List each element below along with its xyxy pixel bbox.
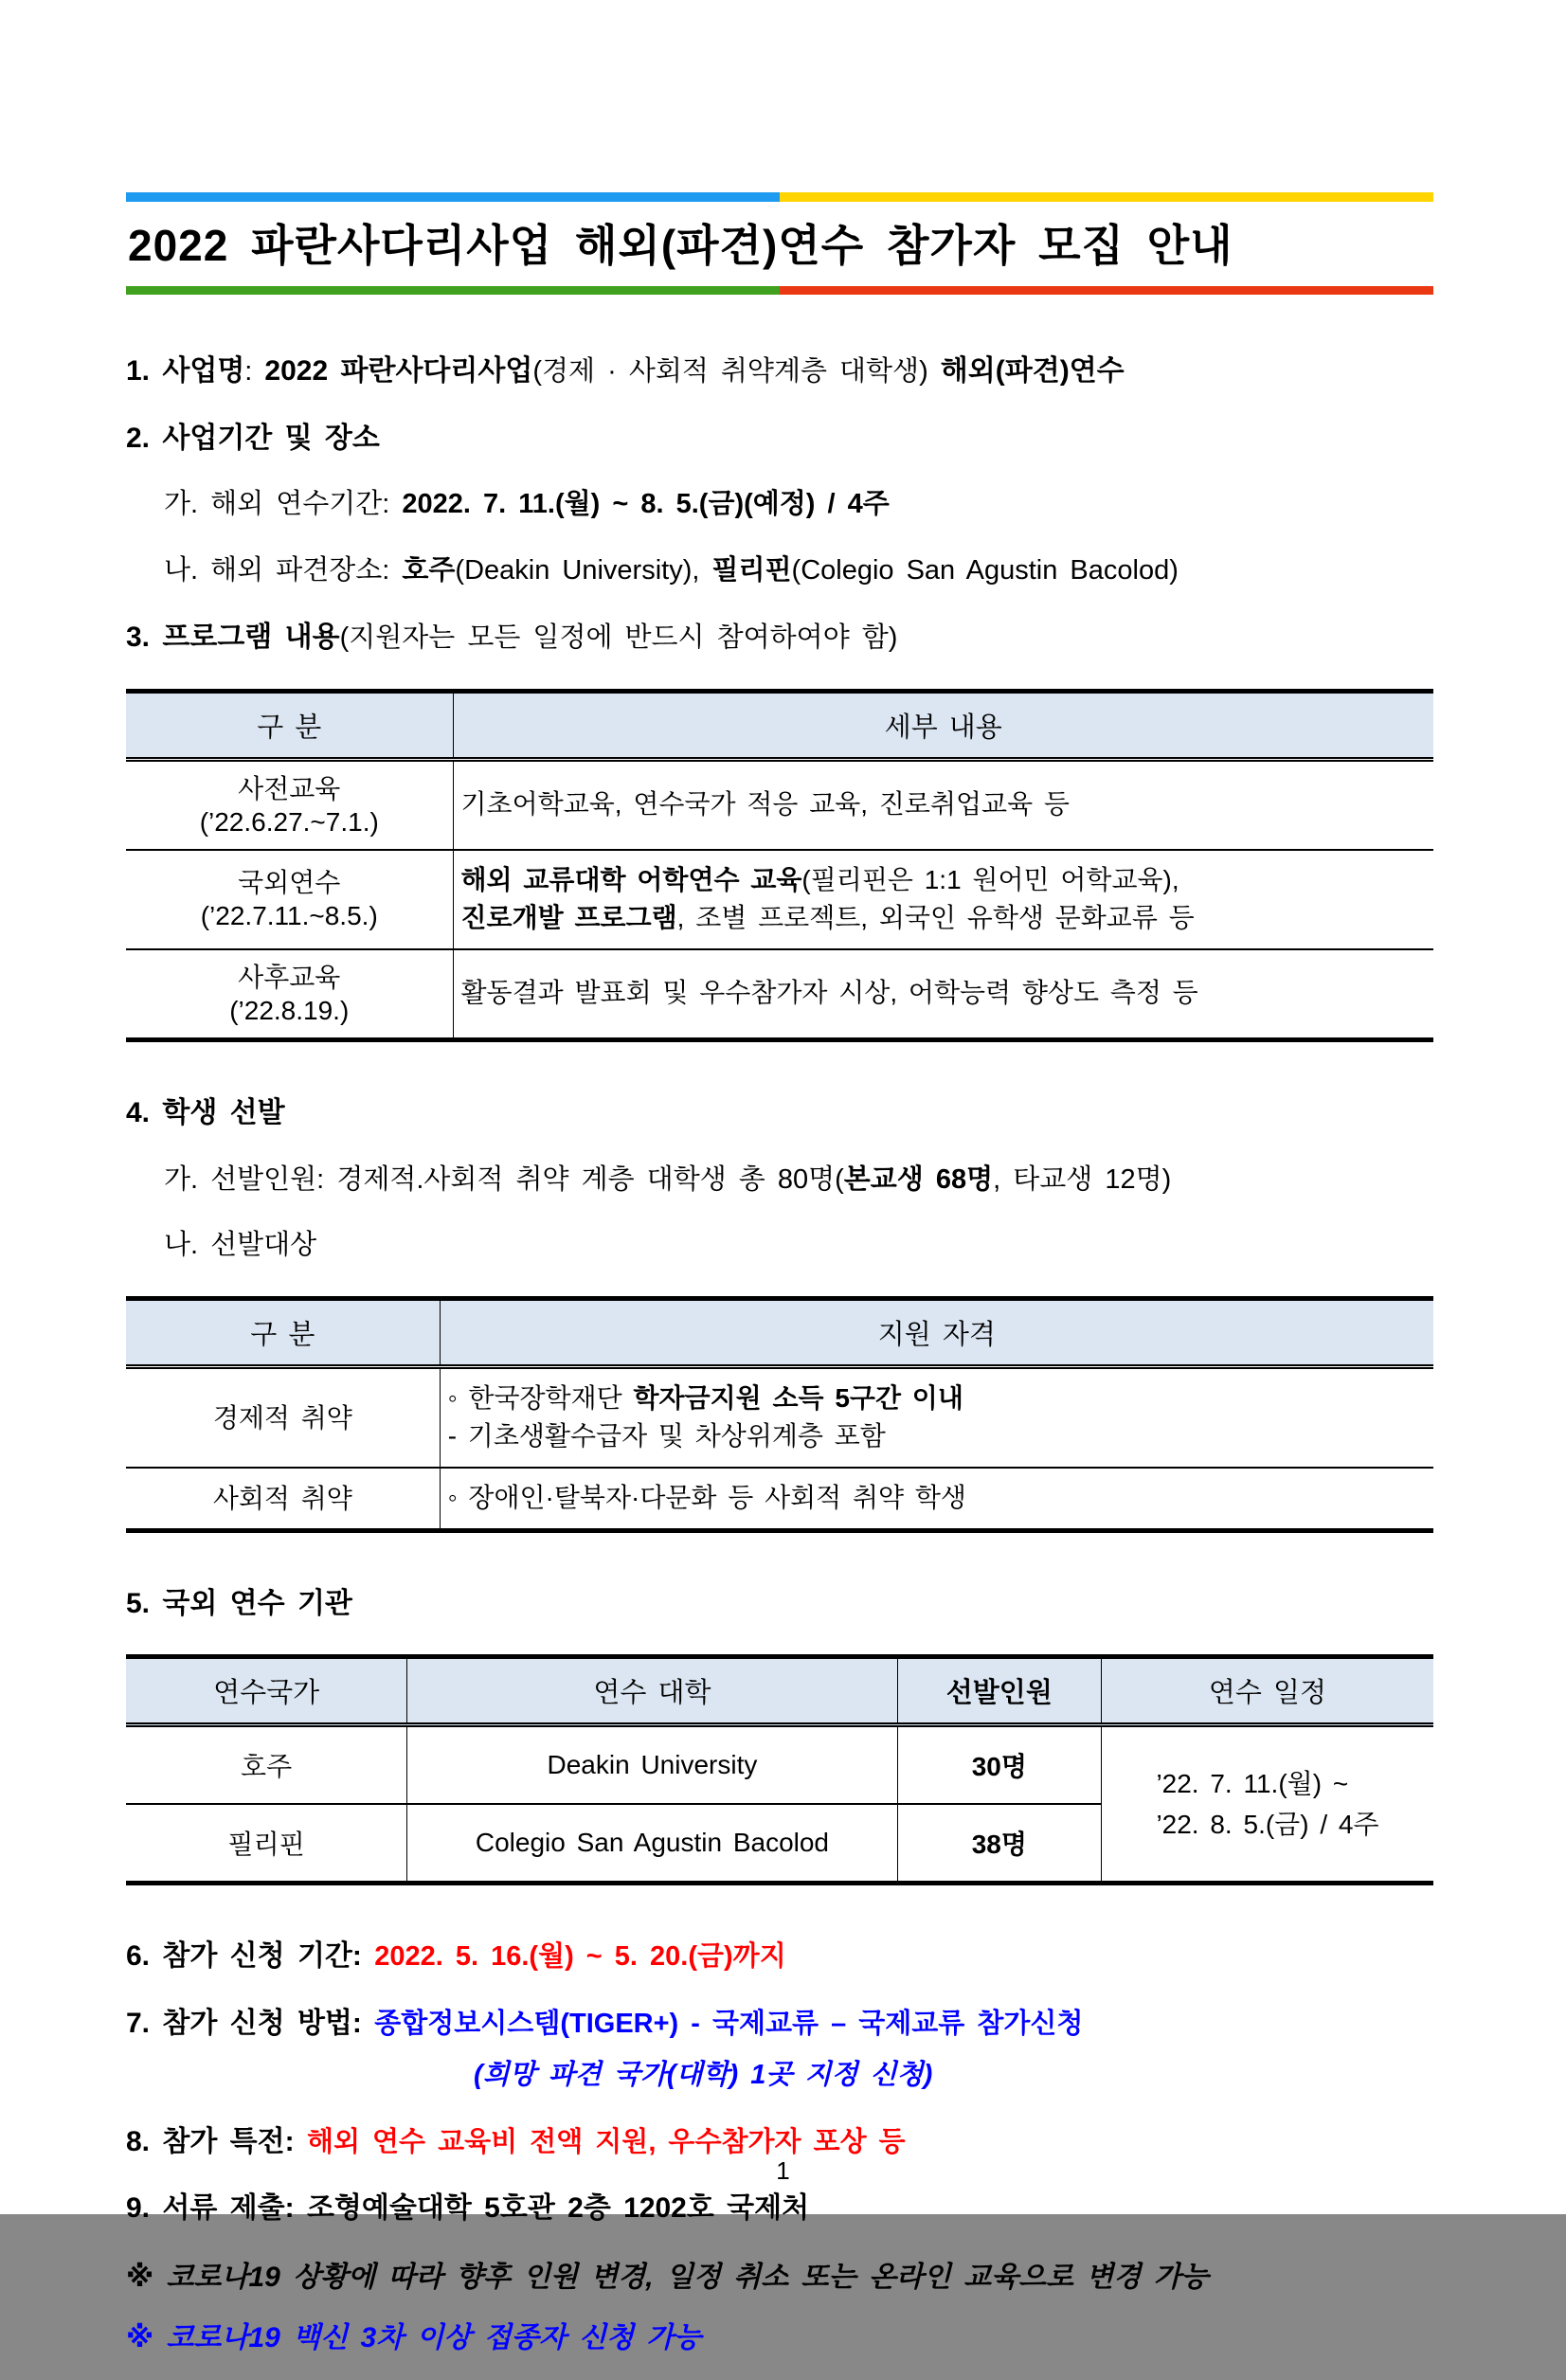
eligibility-row1-l1-regular: ◦ 한국장학재단 <box>447 1382 634 1413</box>
section-2-na-label: 나. 해외 파견장소: <box>164 555 403 586</box>
section-9-label: 9. 서류 제출: <box>126 2192 307 2225</box>
section-4-ga-label: 가. 선발인원: <box>164 1163 337 1195</box>
page-title: 2022 파란사다리사업 해외(파견)연수 참가자 모집 안내 <box>128 221 1233 270</box>
section-7-value: 종합정보시스템(TIGER+) - 국제교류 – 국제교류 참가신청 <box>374 2009 1084 2040</box>
section-2-ga-value: 2022. 7. 11.(월) ~ 8. 5.(금)(예정) / 4주 <box>402 489 890 520</box>
section-1-name-bold: 2022 파란사다리사업 <box>264 354 533 387</box>
program-row1-detail-text: 기초어학교육, 연수국가 적응 교육, 진로취업교육 등 <box>460 789 1070 820</box>
section-4-heading-text: 4. 학생 선발 <box>126 1096 285 1128</box>
institutions-table <box>126 1654 1433 1885</box>
section-6-label: 6. 참가 신청 기간: <box>126 1940 375 1973</box>
program-row3-detail-text: 활동결과 발표회 및 우수참가자 시상, 어학능력 향상도 측정 등 <box>460 978 1198 1008</box>
eligibility-row2-category: 사회적 취약 <box>126 1468 440 1530</box>
program-row3-category <box>126 949 453 1040</box>
program-row2-category <box>126 850 453 949</box>
eligibility-row1-line1 <box>448 1379 1426 1418</box>
program-row2-detail-line2 <box>461 899 1427 938</box>
institutions-col-university: 연수 대학 <box>407 1657 898 1725</box>
institutions-row1-university: Deakin University <box>407 1725 898 1805</box>
institutions-schedule-cell <box>1101 1725 1433 1884</box>
section-5-heading <box>126 1588 1433 1621</box>
section-2-na-univ2: (Colegio San Agustin Bacolod) <box>791 555 1179 586</box>
section-4-ga-bold: 본교생 68명 <box>843 1163 994 1195</box>
institutions-schedule-line2: ’22. 8. 5.(금) / 4주 <box>1156 1810 1379 1840</box>
section-3-heading <box>126 622 1433 655</box>
table-row <box>126 850 1433 949</box>
program-row1-category <box>126 759 453 850</box>
document-content <box>126 192 1433 2380</box>
section-4-na-text: 나. 선발대상 <box>164 1230 317 1261</box>
section-4-item-na <box>164 1230 1433 1262</box>
section-2-na-univ1: (Deakin University), <box>455 555 712 586</box>
section-1-name-paren: (경제 · 사회적 취약계층 대학생) <box>532 355 941 387</box>
program-row3-cat-name: 사후교육 <box>238 962 341 992</box>
program-row2-detail-line1 <box>461 861 1427 900</box>
section-7-label: 7. 참가 신청 방법: <box>126 2008 375 2040</box>
section-7-application-method <box>126 2008 1433 2041</box>
section-6-application-period <box>126 1940 1433 1974</box>
section-1-colon: : <box>244 355 265 387</box>
institutions-row1-country: 호주 <box>241 1752 293 1782</box>
section-3-heading-note: (지원자는 모든 일정에 반드시 참여하여야 함) <box>339 622 898 653</box>
program-row2-d1-regular: (필리핀은 1:1 원어민 어학교육), <box>801 864 1179 894</box>
eligibility-table-header-row <box>126 1298 1433 1366</box>
eligibility-table <box>126 1296 1433 1533</box>
program-table-header-row <box>126 691 1433 759</box>
section-9-document-submission <box>126 2192 1433 2226</box>
section-5-heading-text: 5. 국외 연수 기관 <box>126 1587 352 1619</box>
page-number: 1 <box>776 2156 790 2185</box>
eligibility-row1-category: 경제적 취약 <box>212 1402 352 1433</box>
eligibility-col-category: 구 분 <box>126 1298 440 1366</box>
table-row <box>126 1725 1433 1805</box>
eligibility-row1-line2: - 기초생활수급자 및 차상위계층 포함 <box>447 1421 886 1451</box>
program-row3-detail <box>453 949 1433 1040</box>
eligibility-row2-detail <box>440 1468 1433 1530</box>
table-row <box>126 1366 1433 1468</box>
institutions-row2-quota: 38명 <box>897 1804 1101 1884</box>
section-3-heading-bold: 3. 프로그램 내용 <box>126 621 340 653</box>
institutions-row2-university: Colegio San Agustin Bacolod <box>407 1804 898 1884</box>
title-block <box>126 192 1433 295</box>
section-7-note <box>474 2060 1433 2092</box>
program-row1-detail <box>453 759 1433 850</box>
institutions-col-country: 연수국가 <box>126 1657 407 1725</box>
institutions-schedule-line1: ’22. 7. 11.(월) ~ <box>1156 1768 1349 1798</box>
section-2-item-na <box>164 555 1433 587</box>
institutions-col-schedule: 연수 일정 <box>1101 1657 1433 1725</box>
program-row1-cat-name: 사전교육 <box>238 773 341 803</box>
top-bar-blue-segment <box>126 192 780 202</box>
title-bottom-bar <box>126 286 1433 295</box>
spacer <box>126 295 1433 355</box>
program-row2-cat-date: (’22.7.11.~8.5.) <box>200 901 378 931</box>
section-4-ga-text2: , 타교생 12명) <box>993 1163 1172 1195</box>
program-row2-d1-bold: 해외 교류대학 어학연수 교육 <box>460 864 802 894</box>
program-table <box>126 689 1433 1042</box>
section-8-label: 8. 참가 특전: <box>126 2125 307 2157</box>
section-4-heading <box>126 1097 1433 1130</box>
section-4-ga-text1: 경제적.사회적 취약 계층 대학생 총 80명( <box>336 1163 844 1195</box>
table-row <box>126 759 1433 850</box>
program-row2-cat-name: 국외연수 <box>238 868 341 898</box>
covid-note-2: ※ 코로나19 백신 3차 이상 접종자 신청 가능 <box>126 2321 702 2353</box>
program-row1-cat-date: (’22.6.27.~7.1.) <box>199 806 379 837</box>
institutions-col-quota: 선발인원 <box>897 1657 1101 1725</box>
title-top-bar <box>126 192 1433 202</box>
institutions-table-header-row <box>126 1657 1433 1725</box>
covid-note-1: ※ 코로나19 상황에 따라 향후 인원 변경, 일정 취소 또는 온라인 교육으로 변경 가능 <box>126 2262 1209 2294</box>
program-row2-d2-regular: , 조별 프로젝트, 외국인 유학생 문화교류 등 <box>676 903 1195 933</box>
program-row2-d2-bold: 진로개발 프로그램 <box>460 903 677 933</box>
section-9-value: 조형예술대학 5호관 2층 1202호 국제처 <box>306 2192 810 2225</box>
section-2-heading-text: 2. 사업기간 및 장소 <box>126 422 380 454</box>
institutions-row1-quota: 30명 <box>897 1725 1101 1805</box>
table-row <box>126 949 1433 1040</box>
institutions-row2-country: 필리핀 <box>126 1804 407 1884</box>
program-col-category: 구 분 <box>126 691 453 759</box>
bottom-bar-red-segment <box>780 286 1433 295</box>
section-1-label: 1. 사업명 <box>126 354 245 387</box>
eligibility-col-qualification: 지원 자격 <box>440 1298 1433 1366</box>
section-2-item-ga <box>164 489 1433 521</box>
institutions-schedule-text <box>1156 1763 1378 1846</box>
eligibility-row1-detail <box>440 1366 1433 1468</box>
section-1-name-tail: 해외(파견)연수 <box>940 354 1125 387</box>
eligibility-row2-line1: ◦ 장애인·탈북자·다문화 등 사회적 취약 학생 <box>447 1482 966 1512</box>
program-col-detail: 세부 내용 <box>453 691 1433 759</box>
top-bar-yellow-segment <box>780 192 1433 202</box>
program-row2-detail <box>453 850 1433 949</box>
section-7-note-text: (희망 파견 국가(대학) 1곳 지정 신청) <box>474 2059 933 2090</box>
table-row <box>126 1468 1433 1530</box>
section-1-project-name <box>126 355 1433 388</box>
eligibility-row1-l1-bold: 학자금지원 소득 5구간 이내 <box>633 1382 963 1413</box>
section-6-value: 2022. 5. 16.(월) ~ 5. 20.(금)까지 <box>374 1941 786 1973</box>
bottom-bar-green-segment <box>126 286 780 295</box>
program-row3-cat-date: (’22.8.19.) <box>229 995 350 1025</box>
section-2-heading <box>126 423 1433 456</box>
section-2-na-country1: 호주 <box>402 555 456 586</box>
section-4-item-ga <box>164 1164 1433 1197</box>
section-2-na-country2: 필리핀 <box>711 555 792 586</box>
section-2-ga-label: 가. 해외 연수기간: <box>164 489 403 520</box>
section-8-value: 해외 연수 교육비 전액 지원, 우수참가자 포상 등 <box>306 2126 906 2157</box>
section-8-benefits <box>126 2126 1433 2159</box>
